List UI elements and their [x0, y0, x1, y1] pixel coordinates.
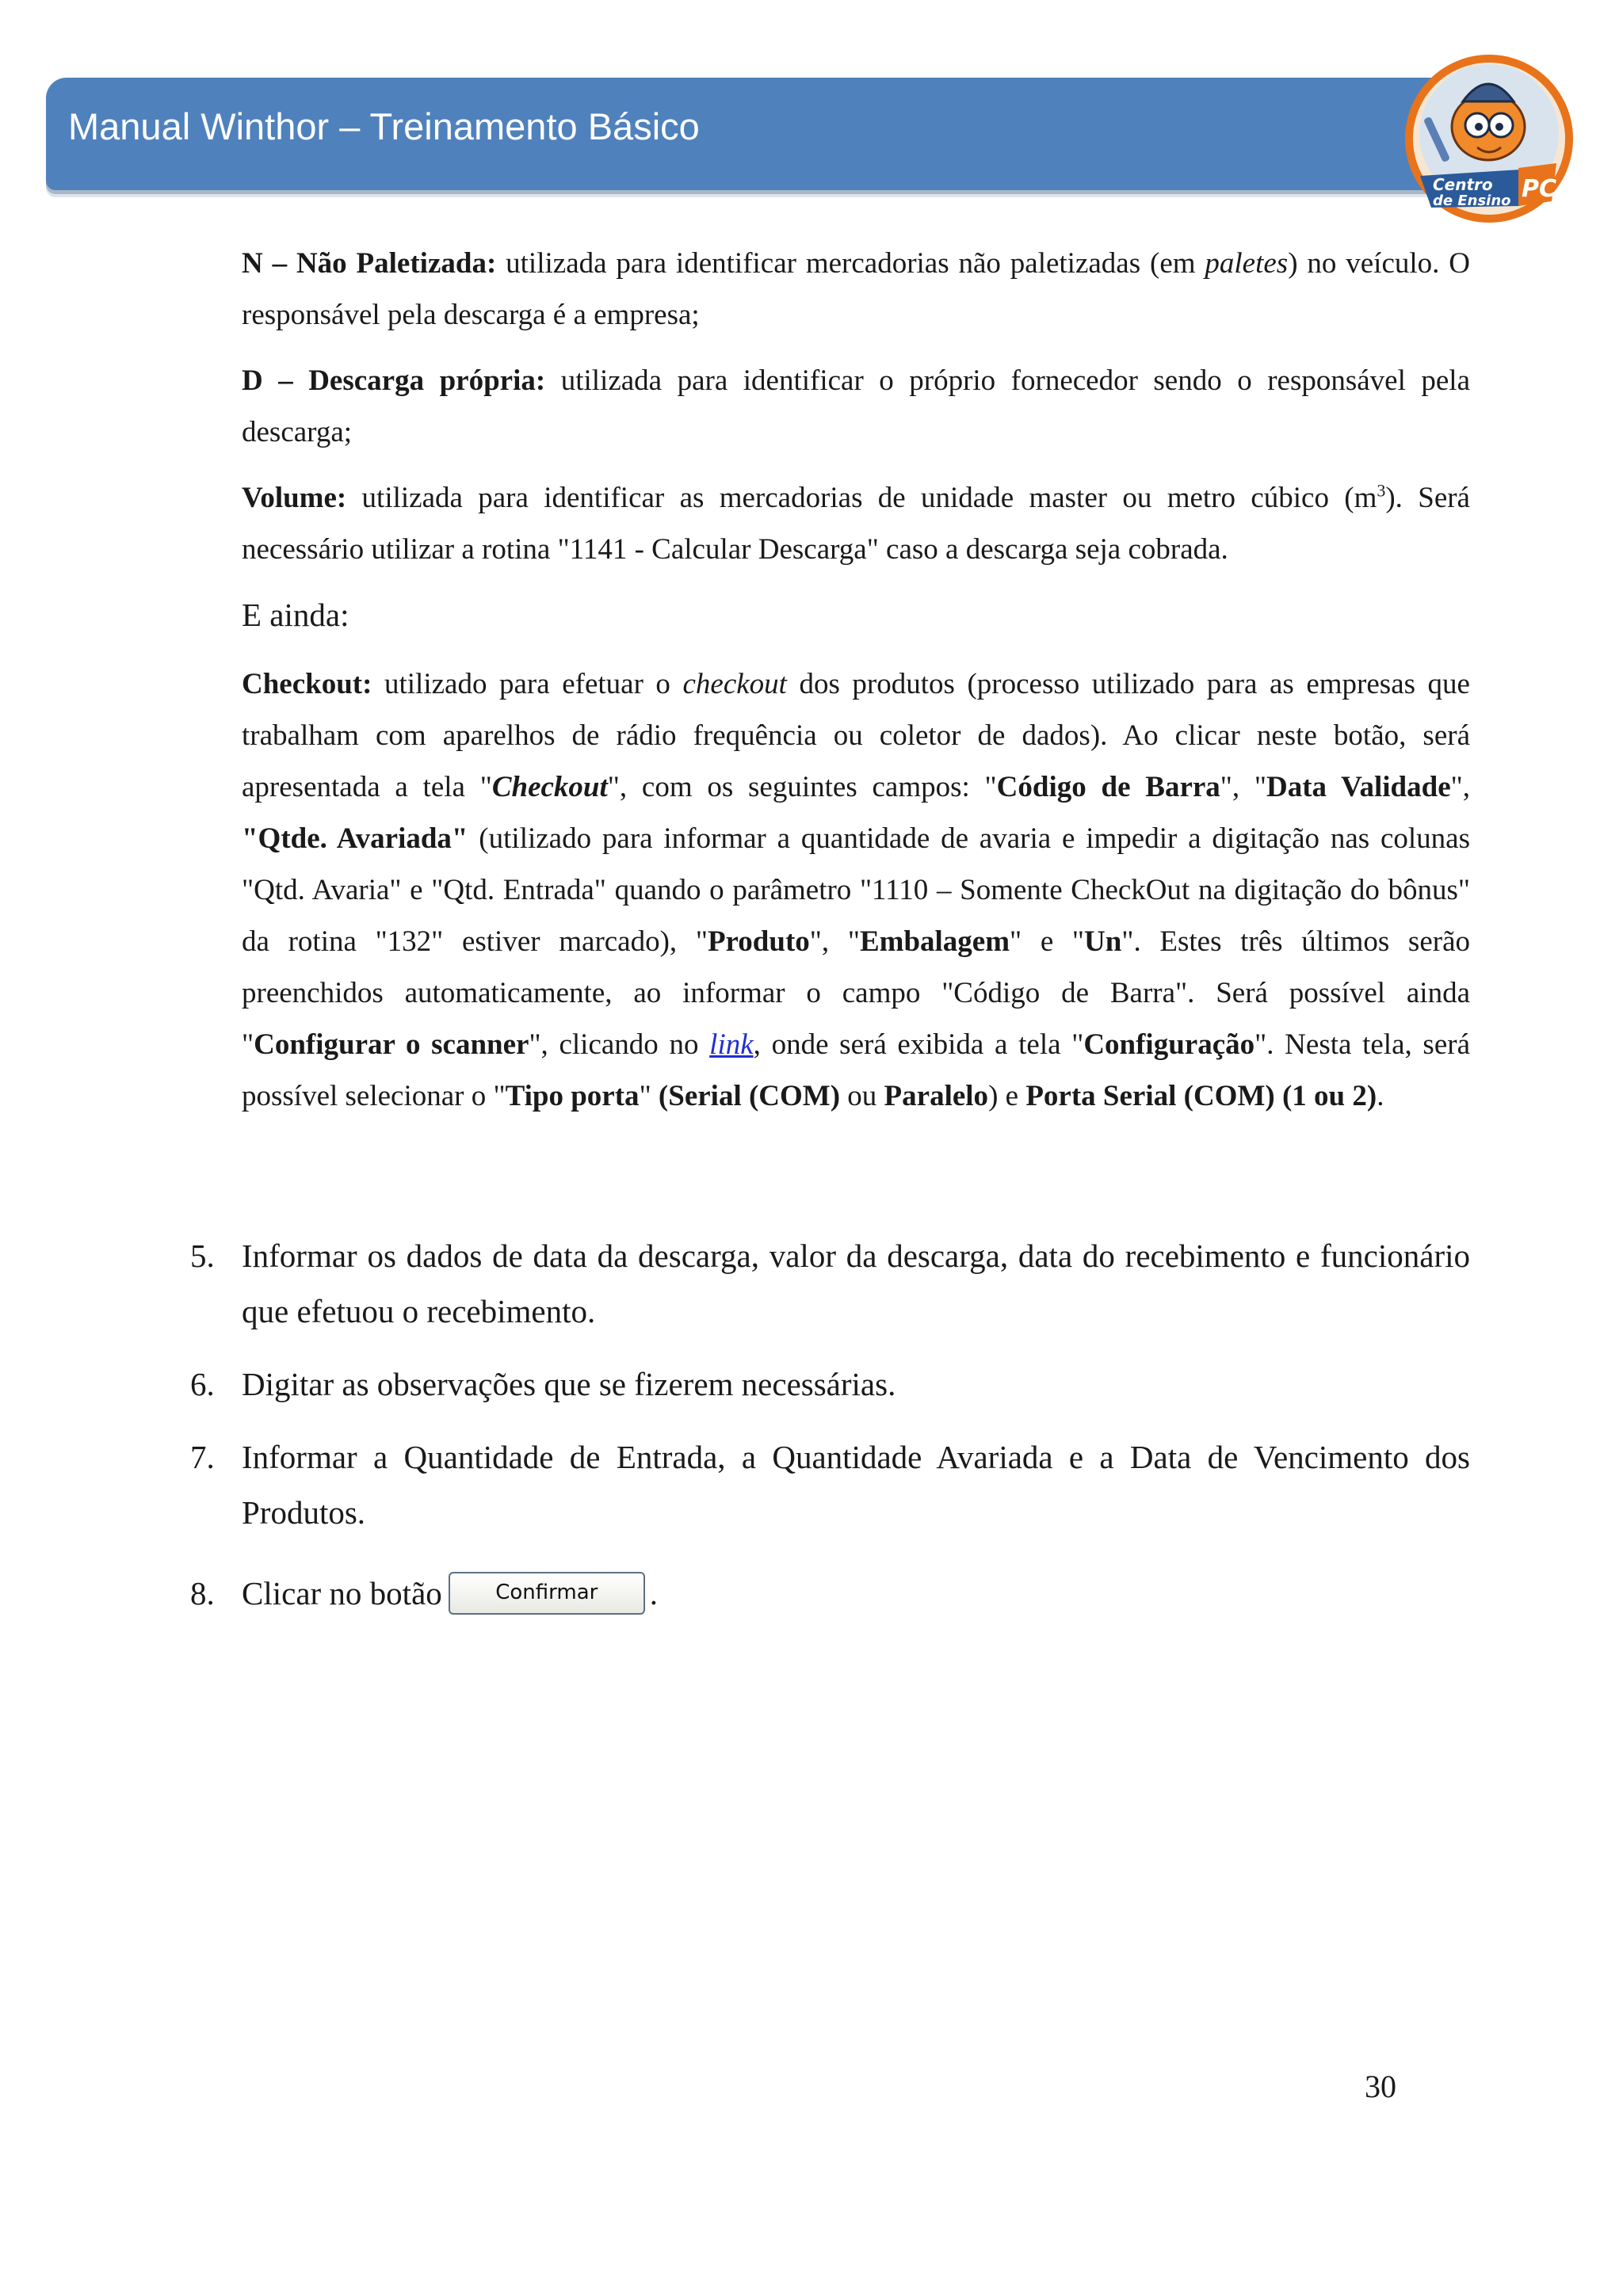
italic-text: checkout	[682, 668, 787, 700]
text: " e "	[1010, 925, 1085, 958]
text: ". Nesta tela, será possível selecionar o "	[242, 1028, 1470, 1112]
main-content	[242, 238, 1470, 1136]
step-text: Clicar no botão	[242, 1575, 442, 1611]
text: ", "	[809, 925, 860, 958]
logo-badge-pc: PC	[1522, 175, 1557, 203]
page-header	[46, 78, 1544, 190]
superscript: 3	[1377, 480, 1386, 501]
text: utilizada para identificar o próprio fornecedor sendo o responsável pela descarga;	[242, 364, 1470, 448]
term-descarga-propria: D – Descarga própria:	[242, 364, 546, 397]
centro-de-ensino-pc-logo	[1401, 51, 1577, 227]
bold-text: "Qtde. Avariada"	[242, 822, 468, 855]
paragraph-nao-paletizada	[242, 238, 1470, 341]
bold-text: Configurar o scanner	[254, 1028, 529, 1061]
bold-text: Paralelo	[884, 1080, 989, 1112]
italic-text: paletes	[1205, 247, 1289, 280]
step-number: 6.	[190, 1366, 215, 1402]
text: ",	[1450, 771, 1470, 803]
bold-text: Data Validade	[1266, 771, 1451, 803]
list-item	[190, 1566, 1470, 1621]
bold-text: (Serial (COM)	[658, 1080, 841, 1112]
bold-text: Un	[1084, 925, 1122, 958]
text: dos produtos (processo utilizado para as empresas que trabalham com aparelhos de rádio frequência ou coletor de dados). Ao clicar neste botão, será apresentada a tela "	[242, 668, 1470, 803]
paragraph-descarga-propria	[242, 355, 1470, 458]
step-number: 8.	[190, 1575, 215, 1611]
confirm-button[interactable]: Confirmar	[449, 1572, 645, 1615]
bold-italic-text: Checkout	[491, 771, 608, 803]
bold-text: Código de Barra	[996, 771, 1220, 803]
page-number: 30	[1365, 2069, 1396, 2104]
text: ) no veículo. O responsável pela descarga é a empresa;	[242, 247, 1471, 331]
configure-scanner-link[interactable]: link	[709, 1028, 754, 1061]
text: ". Estes três últimos serão preenchidos automaticamente, ao informar o campo "Código de Barra". Será possível ainda "	[242, 925, 1470, 1061]
list-item	[190, 1356, 1470, 1412]
bold-text: Configuração	[1083, 1028, 1255, 1061]
term-checkout: Checkout:	[242, 668, 372, 700]
paragraph-checkout	[242, 658, 1470, 1122]
text: ", "	[1220, 771, 1267, 803]
text: utilizado para efetuar o	[372, 668, 683, 700]
text: ) e	[988, 1080, 1026, 1112]
step-text: Digitar as observações que se fizerem necessárias.	[242, 1366, 896, 1402]
logo-text-de-ensino: de Ensino	[1433, 193, 1511, 209]
bold-text: Produto	[707, 925, 810, 958]
text: ", com os seguintes campos: "	[607, 771, 997, 803]
numbered-steps	[190, 1228, 1470, 1638]
bold-text: Porta Serial (COM) (1 ou 2)	[1025, 1080, 1377, 1112]
list-item	[190, 1228, 1470, 1339]
term-volume: Volume:	[242, 482, 347, 514]
e-ainda-heading: E ainda:	[242, 597, 349, 633]
header-title: Manual Winthor – Treinamento Básico	[68, 105, 700, 147]
text: utilizada para identificar mercadorias não paletizadas (em	[496, 247, 1205, 280]
text: (utilizado para informar a quantidade de avaria e impedir a digitação nas colunas "Qtd. Avaria" e "Qtd. Entrada" quando o parâmetro "1110 – Somente CheckOut na digitação do bônus" da rotina "132" estiver marcado), "	[242, 822, 1470, 958]
step-text: Informar os dados de data da descarga, valor da descarga, data do recebimento e funcionário que efetuou o recebimento.	[242, 1238, 1470, 1329]
paragraph-volume	[242, 472, 1470, 575]
step-text-end: .	[649, 1575, 659, 1611]
bold-text: Tipo porta	[505, 1080, 640, 1112]
step-number: 5.	[190, 1238, 215, 1274]
text: , onde será exibida a tela "	[753, 1028, 1084, 1061]
text: ", clicando no	[529, 1028, 710, 1061]
text: "	[639, 1080, 659, 1112]
logo-text-centro: Centro	[1433, 175, 1493, 194]
step-text: Informar a Quantidade de Entrada, a Quantidade Avariada e a Data de Vencimento dos Produtos.	[242, 1439, 1470, 1531]
text: ). Será necessário utilizar a rotina "1141 - Calcular Descarga" caso a descarga seja cobrada.	[242, 482, 1470, 566]
bold-text: Embalagem	[859, 925, 1010, 958]
text: .	[1377, 1080, 1384, 1112]
text: utilizada para identificar as mercadorias de unidade master ou metro cúbico (m	[346, 482, 1377, 514]
step-number: 7.	[190, 1439, 215, 1475]
text: ou	[840, 1080, 884, 1112]
term-nao-paletizada: N – Não Paletizada:	[242, 247, 497, 280]
list-item	[190, 1429, 1470, 1540]
